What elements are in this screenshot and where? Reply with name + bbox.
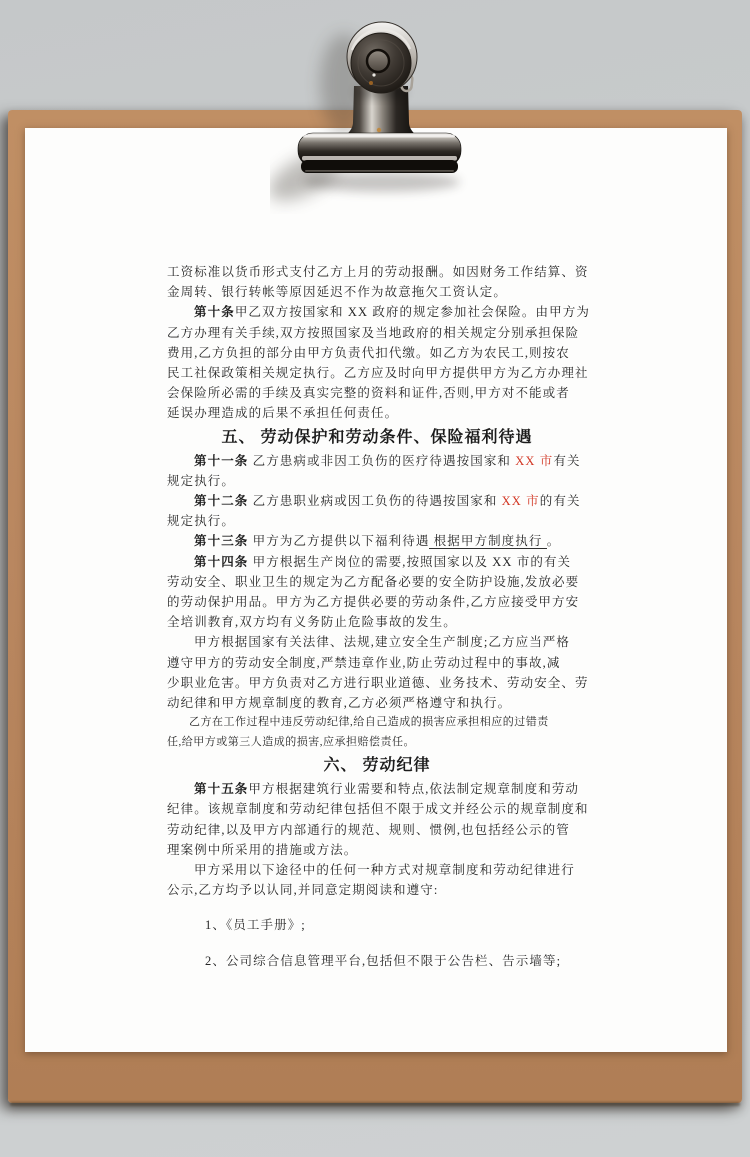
text-run: 动纪律和甲方规章制度的教育,乙方必须严格遵守和执行。 xyxy=(167,696,512,711)
text-run: 纪律。该规章制度和劳动纪律包括但不限于成文并经公示的规章制度和 xyxy=(167,802,589,817)
text-line xyxy=(167,282,587,302)
text-line xyxy=(167,673,587,693)
text-run: 劳动纪律,以及甲方内部通行的规范、规则、惯例,也包括经公示的管 xyxy=(167,822,570,837)
text-run: 规定执行。 xyxy=(167,514,236,529)
text-line xyxy=(167,511,587,531)
text-run: 劳动安全、职业卫生的规定为乙方配备必要的安全防护设施,发放必要 xyxy=(167,574,580,589)
text-run: 根据甲方制度执行 xyxy=(429,534,547,549)
text-line xyxy=(167,383,587,403)
text-run: 金周转、银行转帐等原因延迟不作为故意拖欠工资认定。 xyxy=(167,285,508,300)
text-run: 乙方患职业病或因工负伤的待遇按国家和 xyxy=(248,494,502,509)
text-run: 六、 劳动纪律 xyxy=(323,757,431,775)
text-run: 甲方为乙方提供以下福利待遇 xyxy=(248,534,430,549)
paragraph xyxy=(167,951,587,971)
paragraph xyxy=(167,531,587,551)
text-run: 遵守甲方的劳动安全制度,严禁违章作业,防止劳动过程中的事故,减 xyxy=(167,655,561,670)
text-line xyxy=(167,491,587,511)
text-run: 有关 xyxy=(553,453,581,468)
text-line xyxy=(167,653,587,673)
text-line xyxy=(167,755,587,777)
text-line xyxy=(167,302,590,322)
paragraph xyxy=(167,552,587,633)
text-line xyxy=(167,733,587,753)
paragraph xyxy=(167,779,587,860)
text-run: 费用,乙方负担的部分由甲方负责代扣代缴。如乙方为农民工,则按农 xyxy=(167,345,570,360)
text-line xyxy=(167,471,587,491)
section-heading xyxy=(167,427,587,449)
text-line xyxy=(167,820,587,840)
text-run: 甲方采用以下途径中的任何一种方式对规章制度和劳动纪律进行 xyxy=(194,863,575,878)
text-line xyxy=(167,880,587,900)
binder-clip-icon xyxy=(270,14,490,214)
text-run: 甲方根据生产岗位的需要,按照国家以及 XX 市的有关 xyxy=(248,554,572,569)
paragraph xyxy=(167,491,587,531)
text-line xyxy=(167,860,587,880)
text-line xyxy=(167,531,587,551)
text-run: 工资标准以货币形式支付乙方上月的劳动报酬。如因财务工作结算、资 xyxy=(167,265,589,279)
text-line xyxy=(167,572,587,592)
text-line xyxy=(167,343,587,363)
redacted-city-text: XX 市 xyxy=(515,453,554,468)
text-run: 乙方患病或非因工负伤的医疗待遇按国家和 xyxy=(248,453,516,468)
text-run: 五、 劳动保护和劳动条件、保险福利待遇 xyxy=(221,428,533,446)
text-run: 1、《员工手册》; xyxy=(205,918,306,933)
text-line xyxy=(167,713,587,733)
text-run: 任,给甲方或第三人造成的损害,应承担赔偿责任。 xyxy=(167,735,415,748)
text-run: 公示,乙方均予以认同,并同意定期阅读和遵守: xyxy=(167,883,439,898)
text-line xyxy=(167,779,587,799)
text-run: 2、公司综合信息管理平台,包括但不限于公告栏、告示墙等; xyxy=(205,953,562,968)
clause-number: 第十一条 xyxy=(194,453,249,468)
text-run: 会保险所必需的手续及真实完整的资料和证件,否则,甲方对不能或者 xyxy=(167,386,570,401)
text-line xyxy=(167,693,587,713)
clause-number: 第十四条 xyxy=(194,554,249,569)
paragraph xyxy=(167,262,587,302)
text-run: 规定执行。 xyxy=(167,473,236,488)
paragraph xyxy=(167,915,587,935)
paragraph xyxy=(167,860,587,900)
text-run: 的有关 xyxy=(539,494,581,509)
text-run: 乙方办理有关手续,双方按照国家及当地政府的相关规定分别承担保险 xyxy=(167,325,580,340)
document-paper xyxy=(25,128,727,1052)
text-run: 甲方根据建筑行业需要和特点,依法制定规章制度和劳动 xyxy=(248,782,580,797)
text-run: 。 xyxy=(546,534,561,549)
text-line xyxy=(167,323,587,343)
paragraph xyxy=(167,632,587,713)
text-line xyxy=(167,427,587,449)
paragraph xyxy=(167,302,590,423)
text-run: 乙方在工作过程中违反劳动纪律,给自己造成的损害应承担相应的过错责 xyxy=(189,716,549,729)
document-body xyxy=(167,262,590,971)
clipboard-board xyxy=(8,110,742,1103)
text-run: 理案例中所采用的措施或方法。 xyxy=(167,842,358,857)
text-run: 民工社保政策相关规定执行。乙方应及时向甲方提供甲方为乙方办理社 xyxy=(167,366,589,381)
paragraph xyxy=(167,713,587,752)
section-heading xyxy=(167,755,587,777)
clause-number: 第十条 xyxy=(194,305,235,320)
text-line xyxy=(167,262,587,282)
text-line xyxy=(167,915,587,935)
text-run: 甲乙双方按国家和 XX 政府的规定参加社会保险。由甲方为 xyxy=(234,305,590,320)
clause-number: 第十五条 xyxy=(194,782,249,797)
clause-number: 第十二条 xyxy=(194,494,249,509)
text-line xyxy=(167,451,587,471)
text-line xyxy=(167,632,587,652)
text-line xyxy=(167,403,587,423)
text-run: 少职业危害。甲方负责对乙方进行职业道德、业务技术、劳动安全、劳 xyxy=(167,675,589,690)
text-line xyxy=(167,592,587,612)
text-run: 甲方根据国家有关法律、法规,建立安全生产制度;乙方应当严格 xyxy=(194,635,570,650)
text-line xyxy=(167,799,587,819)
text-run: 全培训教育,双方均有义务防止危险事故的发生。 xyxy=(167,615,457,630)
text-line xyxy=(167,363,587,383)
text-line xyxy=(167,840,587,860)
text-line xyxy=(167,612,587,632)
text-line xyxy=(167,951,587,971)
text-run: 的劳动保护用品。甲方为乙方提供必要的劳动条件,乙方应接受甲方安 xyxy=(167,595,580,610)
clause-number: 第十三条 xyxy=(194,534,249,549)
paragraph xyxy=(167,451,587,491)
text-line xyxy=(167,552,587,572)
text-run: 延误办理造成的后果不承担任何责任。 xyxy=(167,406,399,421)
redacted-city-text: XX 市 xyxy=(501,494,540,509)
